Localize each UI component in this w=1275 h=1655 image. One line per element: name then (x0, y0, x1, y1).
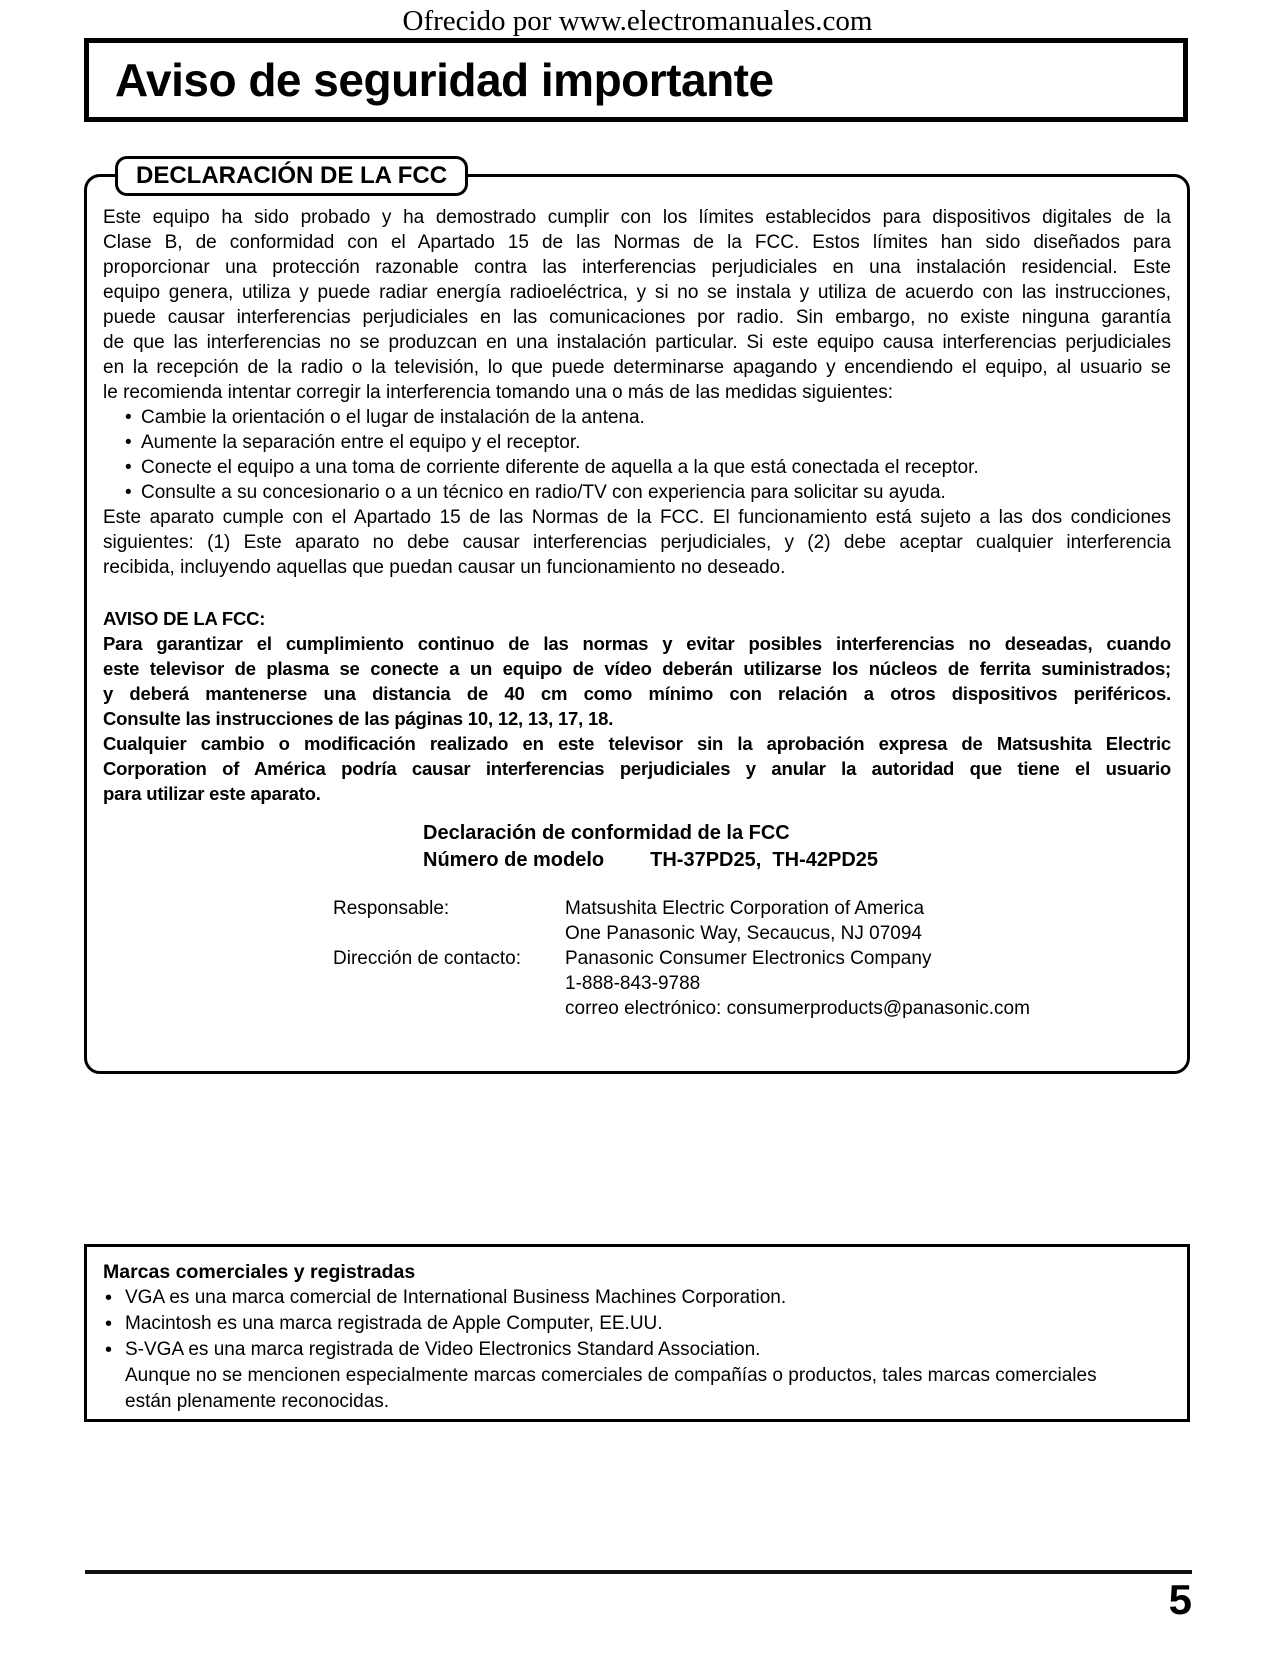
bullet-text: VGA es una marca comercial de International Business Machines Corporation. (125, 1287, 787, 1308)
fcc-conformity-block (423, 820, 1171, 874)
bullet-icon: • (125, 457, 132, 478)
fcc-aviso-heading: AVISO DE LA FCC: (103, 608, 266, 629)
text-line: Cualquier cambio o modificación realizado en este televisor sin la aprobación expresa de Matsushita Electric (103, 733, 1171, 754)
fcc-remedy-list (103, 405, 1171, 505)
text-line: para utilizar este aparato. (103, 783, 321, 804)
fcc-section-label: DECLARACIÓN DE LA FCC (115, 156, 468, 196)
fcc-contact-block (333, 896, 1171, 1021)
trademark-section (84, 1244, 1190, 1422)
text-line: recibida, incluyendo aquellas que puedan causar un funcionamiento no deseado. (103, 557, 786, 578)
bullet-icon: • (105, 1287, 113, 1309)
contact-label: Dirección de contacto: (333, 948, 521, 969)
bullet-item (103, 1285, 1171, 1311)
bullet-icon: • (125, 432, 132, 453)
trademark-list (103, 1285, 1171, 1363)
bullet-text: Consulte a su concesionario o a un técnico en radio/TV con experiencia para solicitar su ayuda. (141, 482, 946, 503)
provider-header: Ofrecido por www.electromanuales.com (402, 5, 873, 37)
bullet-item (103, 480, 1171, 505)
fcc-paragraph-2 (103, 505, 1171, 580)
contact-label: Responsable: (333, 898, 450, 919)
text-line: le recomienda intentar corregir la interferencia tomando una o más de las medidas siguientes: (103, 382, 893, 403)
bullet-text: S-VGA es una marca registrada de Video Electronics Standard Association. (125, 1339, 761, 1360)
fcc-aviso-paragraph (103, 631, 1171, 731)
contact-values (565, 946, 1171, 1021)
text-line: equipo genera, utiliza y puede radiar energía radioeléctrica, y si no se instala y utiliza de acuerdo con las instrucciones, (103, 282, 1171, 303)
text-line: Este aparato cumple con el Apartado 15 de las Normas de la FCC. El funcionamiento está sujeto a las dos condiciones (103, 507, 1171, 528)
footer-divider (85, 1570, 1192, 1574)
text-line: Corporation of América podría causar interferencias perjudiciales y anular la autoridad que tiene el usuario (103, 758, 1171, 779)
text-line: Consulte las instrucciones de las páginas 10, 12, 13, 17, 18. (103, 708, 614, 729)
text-line: Clase B, de conformidad con el Apartado 15 de las Normas de la FCC. Estos límites han sido diseñados para (103, 232, 1171, 253)
bullet-item (103, 430, 1171, 455)
page-title: Aviso de seguridad importante (115, 54, 774, 106)
bullet-text: Cambie la orientación o el lugar de instalación de la antena. (141, 407, 645, 428)
page-number: 5 (1168, 1576, 1192, 1623)
fcc-paragraph-1 (103, 205, 1171, 405)
trademark-note (103, 1363, 1171, 1415)
contact-value-line: 1-888-843-9788 (565, 973, 701, 994)
fcc-declaration-section (84, 162, 1190, 1074)
bullet-icon: • (125, 482, 132, 503)
text-line: y deberá mantenerse una distancia de 40 cm como mínimo con relación a otros dispositivos periféricos. (103, 683, 1171, 704)
bullet-text: Conecte el equipo a una toma de corriente diferente de aquella a la que está conectada el receptor. (141, 457, 979, 478)
contact-value-line: One Panasonic Way, Secaucus, NJ 07094 (565, 923, 922, 944)
trademark-title: Marcas comerciales y registradas (103, 1261, 416, 1283)
model-number-label: Número de modelo (423, 849, 605, 871)
bullet-text: Aumente la separación entre el equipo y el receptor. (141, 432, 581, 453)
text-line: Este equipo ha sido probado y ha demostrado cumplir con los límites establecidos para dispositivos digitales de la (103, 207, 1171, 228)
contact-row (333, 946, 1171, 1021)
model-numbers: TH-37PD25, TH-42PD25 (650, 849, 879, 871)
bullet-item (103, 1337, 1171, 1363)
contact-value-line: correo electrónico: consumerproducts@panasonic.com (565, 998, 1030, 1019)
contact-value-line: Matsushita Electric Corporation of America (565, 898, 925, 919)
text-line: Para garantizar el cumplimiento continuo de las normas y evitar posibles interferencias no deseadas, cuando (103, 633, 1171, 654)
bullet-icon: • (105, 1339, 113, 1361)
text-line: de que las interferencias no se produzcan en una instalación particular. Si este equipo causa interferencias perjudiciales (103, 332, 1171, 353)
text-line: este televisor de plasma se conecte a un equipo de vídeo deberán utilizarse los núcleos de ferrita suministrados; (103, 658, 1171, 679)
bullet-icon: • (105, 1313, 113, 1335)
bullet-item (103, 455, 1171, 480)
bullet-item (103, 1311, 1171, 1337)
text-line: siguientes: (1) Este aparato no debe causar interferencias perjudiciales, y (2) debe aceptar cualquier interferencia (103, 532, 1171, 553)
bullet-icon: • (125, 407, 132, 428)
text-line: puede causar interferencias perjudiciales en las comunicaciones por radio. Sin embargo, no existe ninguna garantía (103, 307, 1171, 328)
text-line: proporcionar una protección razonable contra las interferencias perjudiciales en una instalación residencial. Este (103, 257, 1171, 278)
page-title-box (84, 38, 1188, 122)
fcc-modification-paragraph (103, 731, 1171, 806)
contact-value-line: Panasonic Consumer Electronics Company (565, 948, 932, 969)
model-number-row (423, 847, 1171, 874)
text-line: Aunque no se mencionen especialmente marcas comerciales de compañías o productos, tales marcas comerciales (125, 1365, 1097, 1386)
contact-values (565, 896, 1171, 946)
text-line: en la recepción de la radio o la televisión, lo que puede determinarse apagando y encendiendo el equipo, al usuario se (103, 357, 1171, 378)
bullet-text: Macintosh es una marca registrada de Apple Computer, EE.UU. (125, 1313, 663, 1334)
conformity-title: Declaración de conformidad de la FCC (423, 822, 790, 844)
bullet-item (103, 405, 1171, 430)
contact-row (333, 896, 1171, 946)
text-line: están plenamente reconocidas. (125, 1391, 390, 1412)
